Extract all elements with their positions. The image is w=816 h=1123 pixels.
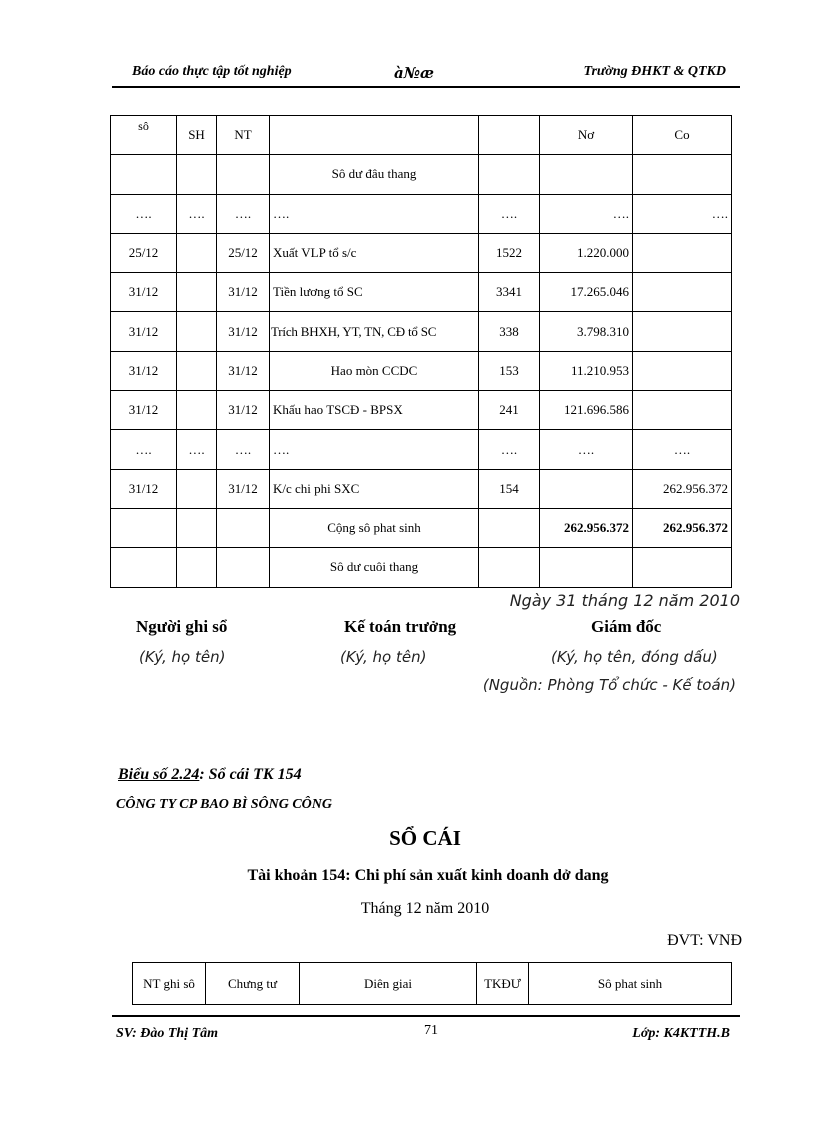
cell-sh xyxy=(177,233,217,272)
page-header xyxy=(112,60,740,88)
period-month: Tháng 12 năm 2010 xyxy=(360,900,490,917)
table-row xyxy=(111,548,732,587)
col-header-nt: NT xyxy=(217,116,270,155)
cell-description: Sô dư cuôi thang xyxy=(270,548,479,587)
cell-date xyxy=(111,508,177,547)
cell-nt: 31/12 xyxy=(217,351,270,390)
cell-credit xyxy=(633,351,732,390)
cell-sh xyxy=(177,508,217,547)
cell-nt xyxy=(217,508,270,547)
cell-account: 154 xyxy=(479,469,540,508)
col-header-description xyxy=(270,116,479,155)
signing-date: Ngày 31 tháng 12 năm 2010 xyxy=(509,591,740,610)
cell-description: …. xyxy=(270,430,479,469)
cell-credit xyxy=(633,273,732,312)
cell-description: Cộng sô phat sinh xyxy=(270,508,479,547)
cell-debit-total: 262.956.372 xyxy=(540,508,633,547)
cell-account: …. xyxy=(479,194,540,233)
cell-date: …. xyxy=(111,430,177,469)
cell-credit-total: 262.956.372 xyxy=(633,508,732,547)
cell-nt: 31/12 xyxy=(217,391,270,430)
cell-description: …. xyxy=(270,194,479,233)
exhibit-number: Biểu số 2.24 xyxy=(118,766,200,783)
exhibit-title: : Sổ cái TK 154 xyxy=(199,766,302,783)
header-school-name: Trường ĐHKT & QTKD xyxy=(583,64,726,79)
exhibit-caption xyxy=(118,766,302,784)
cell-description: Trích BHXH, YT, TN, CĐ tổ SC xyxy=(270,312,479,351)
cell-sh: …. xyxy=(177,194,217,233)
footer-class: Lớp: K4KTTH.B xyxy=(632,1026,730,1041)
cell-nt xyxy=(217,155,270,194)
cell-nt: 31/12 xyxy=(217,469,270,508)
cell-description: Khấu hao TSCĐ - BPSX xyxy=(270,391,479,430)
col-header-amount: Sô phat sinh xyxy=(529,963,732,1005)
signature-title-chief-accountant: Kế toán trưởng xyxy=(344,617,457,636)
ledger-table-627 xyxy=(110,115,732,588)
col-header-offset-account: TKĐƯ xyxy=(477,963,529,1005)
cell-sh xyxy=(177,351,217,390)
cell-date xyxy=(111,155,177,194)
signature-note-recorder: (Ký, họ tên) xyxy=(139,648,226,666)
signature-title-director: Giám đốc xyxy=(591,617,662,636)
cell-credit: 262.956.372 xyxy=(633,469,732,508)
signature-note-chief-accountant: (Ký, họ tên) xyxy=(340,648,427,666)
cell-account xyxy=(479,548,540,587)
cell-description: K/c chi phi SXC xyxy=(270,469,479,508)
cell-account: 338 xyxy=(479,312,540,351)
cell-account xyxy=(479,508,540,547)
cell-date: 31/12 xyxy=(111,351,177,390)
cell-debit: 3.798.310 xyxy=(540,312,633,351)
cell-nt: 25/12 xyxy=(217,233,270,272)
footer-student: SV: Đào Thị Tâm xyxy=(116,1026,219,1041)
cell-debit xyxy=(540,469,633,508)
signature-title-recorder: Người ghi sổ xyxy=(136,617,228,636)
cell-description: Sô dư đâu thang xyxy=(270,155,479,194)
cell-credit xyxy=(633,233,732,272)
col-header-record-date: NT ghi sô xyxy=(133,963,206,1005)
cell-date: 31/12 xyxy=(111,273,177,312)
cell-account xyxy=(479,155,540,194)
table-row xyxy=(111,351,732,390)
cell-sh xyxy=(177,155,217,194)
ledger-table-154 xyxy=(132,962,732,1005)
account-subtitle: Tài khoản 154: Chi phí sản xuất kinh doanh dở dang xyxy=(247,867,609,884)
cell-credit: …. xyxy=(633,430,732,469)
cell-account: 153 xyxy=(479,351,540,390)
table-row xyxy=(111,155,732,194)
cell-nt: …. xyxy=(217,430,270,469)
col-header-sh: SH xyxy=(177,116,217,155)
ledger2-header-row xyxy=(133,963,732,1005)
cell-debit: 121.696.586 xyxy=(540,391,633,430)
cell-credit xyxy=(633,155,732,194)
cell-nt xyxy=(217,548,270,587)
cell-debit xyxy=(540,548,633,587)
cell-debit: …. xyxy=(540,430,633,469)
table-row xyxy=(111,312,732,351)
col-header-credit: Co xyxy=(633,116,732,155)
col-header-so: sô xyxy=(111,116,177,155)
table-row-total xyxy=(111,508,732,547)
cell-description: Tiền lương tổ SC xyxy=(270,273,479,312)
cell-sh xyxy=(177,548,217,587)
cell-debit: 17.265.046 xyxy=(540,273,633,312)
cell-credit xyxy=(633,391,732,430)
source-note: (Nguồn: Phòng Tổ chức - Kế toán) xyxy=(482,676,736,694)
col-header-debit: Nơ xyxy=(540,116,633,155)
cell-sh xyxy=(177,312,217,351)
cell-credit: …. xyxy=(633,194,732,233)
header-ornament: à№æ xyxy=(394,64,434,82)
cell-sh xyxy=(177,391,217,430)
table-row xyxy=(111,469,732,508)
cell-account: 3341 xyxy=(479,273,540,312)
page-number: 71 xyxy=(424,1023,438,1038)
cell-date: 31/12 xyxy=(111,312,177,351)
cell-debit: …. xyxy=(540,194,633,233)
table-row xyxy=(111,194,732,233)
cell-account: 1522 xyxy=(479,233,540,272)
col-header-account xyxy=(479,116,540,155)
cell-account: …. xyxy=(479,430,540,469)
table-row xyxy=(111,233,732,272)
cell-date: …. xyxy=(111,194,177,233)
company-name: CÔNG TY CP BAO BÌ SÔNG CÔNG xyxy=(116,797,332,812)
cell-credit xyxy=(633,548,732,587)
signature-note-director: (Ký, họ tên, đóng dấu) xyxy=(551,648,718,666)
col-header-voucher: Chưng tư xyxy=(206,963,300,1005)
cell-date: 31/12 xyxy=(111,391,177,430)
cell-sh xyxy=(177,469,217,508)
cell-sh xyxy=(177,273,217,312)
page-footer xyxy=(112,1015,740,1045)
col-header-description: Diên giai xyxy=(300,963,477,1005)
cell-description: Hao mòn CCDC xyxy=(270,351,479,390)
cell-debit: 1.220.000 xyxy=(540,233,633,272)
table-row xyxy=(111,391,732,430)
cell-credit xyxy=(633,312,732,351)
cell-debit xyxy=(540,155,633,194)
header-report-title: Báo cáo thực tập tốt nghiệp xyxy=(132,64,292,79)
cell-nt: 31/12 xyxy=(217,273,270,312)
ledger-header-row xyxy=(111,116,732,155)
cell-description: Xuất VLP tổ s/c xyxy=(270,233,479,272)
cell-sh: …. xyxy=(177,430,217,469)
ledger-title: SỔ CÁI xyxy=(389,826,461,850)
cell-date: 31/12 xyxy=(111,469,177,508)
table-row xyxy=(111,430,732,469)
cell-date xyxy=(111,548,177,587)
cell-debit: 11.210.953 xyxy=(540,351,633,390)
cell-nt: …. xyxy=(217,194,270,233)
currency-unit: ĐVT: VNĐ xyxy=(667,932,742,949)
table-row xyxy=(111,273,732,312)
cell-nt: 31/12 xyxy=(217,312,270,351)
cell-date: 25/12 xyxy=(111,233,177,272)
cell-account: 241 xyxy=(479,391,540,430)
